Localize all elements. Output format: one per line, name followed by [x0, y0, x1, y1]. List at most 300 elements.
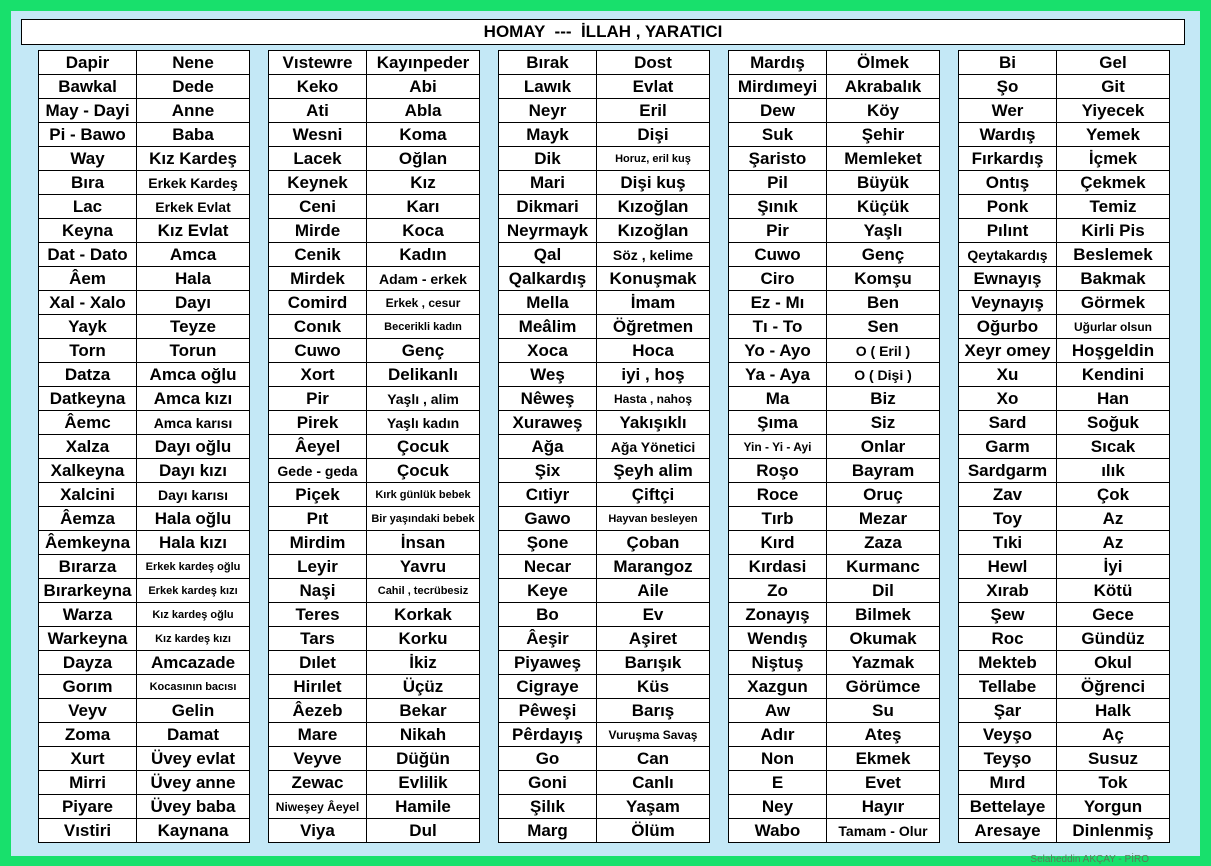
vocab-row	[39, 195, 250, 219]
zazaki-word: Mirde	[269, 219, 367, 243]
vocab-row	[959, 699, 1170, 723]
vocab-row	[39, 315, 250, 339]
zazaki-word: Suk	[729, 123, 827, 147]
zazaki-word: Teyşo	[959, 747, 1057, 771]
zazaki-word: Âemc	[39, 411, 137, 435]
vocab-row	[729, 795, 940, 819]
vocab-row	[959, 579, 1170, 603]
turkish-word: Okul	[1057, 651, 1170, 675]
turkish-word: Gece	[1057, 603, 1170, 627]
vocab-row	[729, 387, 940, 411]
zazaki-word: Xu	[959, 363, 1057, 387]
vocab-row	[959, 483, 1170, 507]
turkish-word: Az	[1057, 531, 1170, 555]
vocab-row	[729, 147, 940, 171]
vocab-row	[39, 483, 250, 507]
turkish-word: Amcazade	[137, 651, 250, 675]
zazaki-word: Ney	[729, 795, 827, 819]
vocab-row	[269, 51, 480, 75]
vocab-row	[499, 459, 710, 483]
vocab-row	[269, 219, 480, 243]
turkish-word: Bir yaşındaki bebek	[367, 507, 480, 531]
zazaki-word: Mare	[269, 723, 367, 747]
zazaki-word: Veyşo	[959, 723, 1057, 747]
zazaki-word: Way	[39, 147, 137, 171]
vocab-row	[959, 435, 1170, 459]
vocab-row	[269, 99, 480, 123]
zazaki-word: Tıki	[959, 531, 1057, 555]
zazaki-word: Viya	[269, 819, 367, 843]
turkish-word: Horuz, eril kuş	[597, 147, 710, 171]
vocab-row	[729, 579, 940, 603]
vocab-row	[269, 291, 480, 315]
turkish-word: Şeyh alim	[597, 459, 710, 483]
zazaki-word: Bırarza	[39, 555, 137, 579]
turkish-word: O ( Dişi )	[827, 363, 940, 387]
turkish-word: Az	[1057, 507, 1170, 531]
turkish-word: Ateş	[827, 723, 940, 747]
turkish-word: İkiz	[367, 651, 480, 675]
turkish-word: Becerikli kadın	[367, 315, 480, 339]
turkish-word: Koma	[367, 123, 480, 147]
vocab-row	[729, 219, 940, 243]
turkish-word: Erkek Evlat	[137, 195, 250, 219]
zazaki-word: Şew	[959, 603, 1057, 627]
zazaki-word: Wer	[959, 99, 1057, 123]
vocab-row	[39, 531, 250, 555]
vocab-row	[959, 387, 1170, 411]
vocab-row	[499, 579, 710, 603]
vocab-row	[729, 339, 940, 363]
turkish-word: Sıcak	[1057, 435, 1170, 459]
zazaki-word: Pir	[269, 387, 367, 411]
zazaki-word: Mirri	[39, 771, 137, 795]
turkish-word: Ölmek	[827, 51, 940, 75]
turkish-word: Kız kardeş oğlu	[137, 603, 250, 627]
turkish-word: Kadın	[367, 243, 480, 267]
zazaki-word: Xırab	[959, 579, 1057, 603]
vocab-row	[269, 771, 480, 795]
turkish-word: Bayram	[827, 459, 940, 483]
zazaki-word: Pêweşi	[499, 699, 597, 723]
zazaki-word: Cuwo	[269, 339, 367, 363]
turkish-word: Dayı oğlu	[137, 435, 250, 459]
vocab-row	[269, 699, 480, 723]
vocab-row	[959, 795, 1170, 819]
zazaki-word: Conık	[269, 315, 367, 339]
turkish-word: Dil	[827, 579, 940, 603]
zazaki-word: Ya - Aya	[729, 363, 827, 387]
turkish-word: Kızoğlan	[597, 195, 710, 219]
vocab-row	[959, 363, 1170, 387]
turkish-word: Erkek Kardeş	[137, 171, 250, 195]
vocab-row	[269, 531, 480, 555]
turkish-word: Kurmanc	[827, 555, 940, 579]
zazaki-word: Dayza	[39, 651, 137, 675]
vocab-row	[269, 507, 480, 531]
turkish-word: Çekmek	[1057, 171, 1170, 195]
zazaki-word: Xalcini	[39, 483, 137, 507]
zazaki-word: Şar	[959, 699, 1057, 723]
turkish-word: Hasta , nahoş	[597, 387, 710, 411]
turkish-word: Biz	[827, 387, 940, 411]
vocab-row	[39, 171, 250, 195]
turkish-word: Dost	[597, 51, 710, 75]
zazaki-word: Yo - Ayo	[729, 339, 827, 363]
zazaki-word: Keyna	[39, 219, 137, 243]
zazaki-word: Şilık	[499, 795, 597, 819]
zazaki-word: Tırb	[729, 507, 827, 531]
turkish-word: Barış	[597, 699, 710, 723]
zazaki-word: Veyv	[39, 699, 137, 723]
turkish-word: Bekar	[367, 699, 480, 723]
vocab-row	[959, 315, 1170, 339]
zazaki-word: Şo	[959, 75, 1057, 99]
vocab-row	[499, 75, 710, 99]
vocab-row	[959, 411, 1170, 435]
vocab-row	[39, 291, 250, 315]
turkish-word: Korku	[367, 627, 480, 651]
vocab-row	[269, 555, 480, 579]
page-title: HOMAY --- İLLAH , YARATICI	[21, 19, 1185, 45]
turkish-word: Hayır	[827, 795, 940, 819]
turkish-word: Can	[597, 747, 710, 771]
turkish-word: Kayınpeder	[367, 51, 480, 75]
vocab-row	[729, 747, 940, 771]
vocab-row	[499, 243, 710, 267]
turkish-word: iyi , hoş	[597, 363, 710, 387]
zazaki-word: Roc	[959, 627, 1057, 651]
zazaki-word: Dılet	[269, 651, 367, 675]
vocab-row	[269, 387, 480, 411]
turkish-word: Görmek	[1057, 291, 1170, 315]
zazaki-word: Zo	[729, 579, 827, 603]
vocab-row	[39, 819, 250, 843]
vocab-row	[959, 723, 1170, 747]
turkish-word: Tok	[1057, 771, 1170, 795]
vocab-row	[729, 555, 940, 579]
turkish-word: Memleket	[827, 147, 940, 171]
vocab-row	[499, 219, 710, 243]
zazaki-word: Âezeb	[269, 699, 367, 723]
turkish-word: Soğuk	[1057, 411, 1170, 435]
vocab-row	[499, 819, 710, 843]
vocab-row	[729, 75, 940, 99]
vocab-row	[39, 675, 250, 699]
zazaki-word: Şaristo	[729, 147, 827, 171]
vocab-row	[959, 51, 1170, 75]
zazaki-word: Bettelaye	[959, 795, 1057, 819]
vocab-row	[499, 771, 710, 795]
turkish-word: Ölüm	[597, 819, 710, 843]
vocab-row	[729, 699, 940, 723]
zazaki-word: Mırd	[959, 771, 1057, 795]
zazaki-word: Bırak	[499, 51, 597, 75]
turkish-word: Mezar	[827, 507, 940, 531]
turkish-word: Hoşgeldin	[1057, 339, 1170, 363]
vocab-row	[959, 747, 1170, 771]
turkish-word: Siz	[827, 411, 940, 435]
zazaki-word: Şone	[499, 531, 597, 555]
zazaki-word: Ceni	[269, 195, 367, 219]
vocab-row	[499, 123, 710, 147]
zazaki-word: Âem	[39, 267, 137, 291]
turkish-word: Eril	[597, 99, 710, 123]
zazaki-word: Aresaye	[959, 819, 1057, 843]
vocab-row	[269, 363, 480, 387]
turkish-word: Dişi kuş	[597, 171, 710, 195]
turkish-word: Öğretmen	[597, 315, 710, 339]
turkish-word: Hala oğlu	[137, 507, 250, 531]
zazaki-word: Zewac	[269, 771, 367, 795]
zazaki-word: Aw	[729, 699, 827, 723]
turkish-word: Amca karısı	[137, 411, 250, 435]
turkish-word: Halk	[1057, 699, 1170, 723]
zazaki-word: Yin - Yi - Ayi	[729, 435, 827, 459]
turkish-word: Teyze	[137, 315, 250, 339]
vocab-row	[729, 51, 940, 75]
vocab-row	[269, 123, 480, 147]
zazaki-word: Lac	[39, 195, 137, 219]
vocab-row	[269, 459, 480, 483]
turkish-word: Amca oğlu	[137, 363, 250, 387]
zazaki-word: Piyare	[39, 795, 137, 819]
vocab-row	[39, 507, 250, 531]
zazaki-word: Pil	[729, 171, 827, 195]
vocab-row	[729, 483, 940, 507]
turkish-word: Evlat	[597, 75, 710, 99]
turkish-word: Gündüz	[1057, 627, 1170, 651]
vocab-row	[39, 579, 250, 603]
turkish-word: Bakmak	[1057, 267, 1170, 291]
turkish-word: ılık	[1057, 459, 1170, 483]
turkish-word: Evlilik	[367, 771, 480, 795]
vocab-row	[39, 795, 250, 819]
vocab-row	[499, 651, 710, 675]
turkish-word: Dayı kızı	[137, 459, 250, 483]
turkish-word: Nikah	[367, 723, 480, 747]
turkish-word: Amca kızı	[137, 387, 250, 411]
zazaki-word: Toy	[959, 507, 1057, 531]
vocab-row	[499, 627, 710, 651]
zazaki-word: Pirek	[269, 411, 367, 435]
vocab-row	[39, 267, 250, 291]
vocab-row	[729, 675, 940, 699]
zazaki-word: Piçek	[269, 483, 367, 507]
zazaki-word: Kırdasi	[729, 555, 827, 579]
vocab-row	[39, 603, 250, 627]
turkish-word: Görümce	[827, 675, 940, 699]
vocab-row	[39, 723, 250, 747]
zazaki-word: Xoca	[499, 339, 597, 363]
turkish-word: Yorgun	[1057, 795, 1170, 819]
turkish-word: Konuşmak	[597, 267, 710, 291]
vocab-row	[39, 627, 250, 651]
turkish-word: O ( Eril )	[827, 339, 940, 363]
turkish-word: Dinlenmiş	[1057, 819, 1170, 843]
vocab-row	[729, 315, 940, 339]
zazaki-word: Roce	[729, 483, 827, 507]
vocab-table-4	[728, 50, 940, 843]
vocab-row	[499, 51, 710, 75]
zazaki-word: Yayk	[39, 315, 137, 339]
zazaki-word: Lawık	[499, 75, 597, 99]
zazaki-word: Ağa	[499, 435, 597, 459]
vocab-row	[269, 195, 480, 219]
vocab-row	[39, 219, 250, 243]
turkish-word: Erkek kardeş kızı	[137, 579, 250, 603]
vocab-row	[39, 339, 250, 363]
turkish-word: İmam	[597, 291, 710, 315]
zazaki-word: E	[729, 771, 827, 795]
zazaki-word: Wabo	[729, 819, 827, 843]
vocab-table-1	[38, 50, 250, 843]
vocab-row	[959, 531, 1170, 555]
vocab-row	[39, 99, 250, 123]
zazaki-word: Warkeyna	[39, 627, 137, 651]
turkish-word: Erkek , cesur	[367, 291, 480, 315]
zazaki-word: Ponk	[959, 195, 1057, 219]
turkish-word: Evet	[827, 771, 940, 795]
turkish-word: Hoca	[597, 339, 710, 363]
zazaki-word: Veynayış	[959, 291, 1057, 315]
turkish-word: Korkak	[367, 603, 480, 627]
vocab-row	[269, 627, 480, 651]
vocab-row	[269, 483, 480, 507]
zazaki-word: Bo	[499, 603, 597, 627]
zazaki-word: Zonayış	[729, 603, 827, 627]
vocab-row	[959, 339, 1170, 363]
turkish-word: Şehir	[827, 123, 940, 147]
vocab-row	[959, 771, 1170, 795]
vocab-row	[959, 459, 1170, 483]
zazaki-word: Ma	[729, 387, 827, 411]
zazaki-word: Mardış	[729, 51, 827, 75]
vocab-row	[959, 651, 1170, 675]
turkish-word: Koca	[367, 219, 480, 243]
turkish-word: İçmek	[1057, 147, 1170, 171]
turkish-word: Susuz	[1057, 747, 1170, 771]
vocab-row	[269, 675, 480, 699]
zazaki-word: Xeyr omey	[959, 339, 1057, 363]
zazaki-word: Âemkeyna	[39, 531, 137, 555]
turkish-word: Nene	[137, 51, 250, 75]
zazaki-word: Ontış	[959, 171, 1057, 195]
vocab-row	[499, 531, 710, 555]
turkish-word: Baba	[137, 123, 250, 147]
zazaki-word: Xurt	[39, 747, 137, 771]
zazaki-word: Hewl	[959, 555, 1057, 579]
zazaki-word: Xalkeyna	[39, 459, 137, 483]
zazaki-word: Non	[729, 747, 827, 771]
author-credit: Selaheddin AKÇAY - PİRO	[1030, 854, 1149, 865]
zazaki-word: Niştuş	[729, 651, 827, 675]
turkish-word: Genç	[827, 243, 940, 267]
zazaki-word: Tı - To	[729, 315, 827, 339]
zazaki-word: Wesni	[269, 123, 367, 147]
zazaki-word: Dat - Dato	[39, 243, 137, 267]
zazaki-word: Datza	[39, 363, 137, 387]
vocab-row	[959, 627, 1170, 651]
zazaki-word: Gawo	[499, 507, 597, 531]
zazaki-word: Qal	[499, 243, 597, 267]
vocab-row	[499, 147, 710, 171]
vocab-row	[499, 723, 710, 747]
zazaki-word: Comird	[269, 291, 367, 315]
turkish-word: Adam - erkek	[367, 267, 480, 291]
vocab-row	[269, 795, 480, 819]
zazaki-word: Qalkardış	[499, 267, 597, 291]
zazaki-word: Xort	[269, 363, 367, 387]
zazaki-word: May - Dayi	[39, 99, 137, 123]
turkish-word: Kız Evlat	[137, 219, 250, 243]
zazaki-word: Dik	[499, 147, 597, 171]
zazaki-word: Âeşir	[499, 627, 597, 651]
zazaki-word: Roşo	[729, 459, 827, 483]
turkish-word: Vuruşma Savaş	[597, 723, 710, 747]
turkish-word: Kız	[367, 171, 480, 195]
vocab-row	[39, 243, 250, 267]
turkish-word: Öğrenci	[1057, 675, 1170, 699]
zazaki-word: Sardgarm	[959, 459, 1057, 483]
vocab-row	[729, 123, 940, 147]
turkish-word: Cahil , tecrübesiz	[367, 579, 480, 603]
vocab-row	[959, 195, 1170, 219]
turkish-word: Hala kızı	[137, 531, 250, 555]
zazaki-word: Fırkardış	[959, 147, 1057, 171]
vocab-row	[729, 411, 940, 435]
vocab-row	[729, 363, 940, 387]
turkish-word: Kırk günlük bebek	[367, 483, 480, 507]
turkish-word: Kız kardeş kızı	[137, 627, 250, 651]
zazaki-word: Goni	[499, 771, 597, 795]
zazaki-word: Veyve	[269, 747, 367, 771]
vocab-row	[729, 267, 940, 291]
vocab-row	[269, 267, 480, 291]
zazaki-word: Cıtiyr	[499, 483, 597, 507]
zazaki-word: Âeyel	[269, 435, 367, 459]
vocab-row	[959, 267, 1170, 291]
zazaki-word: Meâlim	[499, 315, 597, 339]
turkish-word: Dayı	[137, 291, 250, 315]
turkish-word: İyi	[1057, 555, 1170, 579]
turkish-word: Han	[1057, 387, 1170, 411]
turkish-word: Yaşlı kadın	[367, 411, 480, 435]
turkish-word: Çocuk	[367, 459, 480, 483]
turkish-word: Genç	[367, 339, 480, 363]
zazaki-word: Bawkal	[39, 75, 137, 99]
zazaki-word: Dikmari	[499, 195, 597, 219]
zazaki-word: Go	[499, 747, 597, 771]
zazaki-word: Sard	[959, 411, 1057, 435]
vocab-row	[499, 747, 710, 771]
vocab-row	[729, 651, 940, 675]
turkish-word: Üvey anne	[137, 771, 250, 795]
turkish-word: Ben	[827, 291, 940, 315]
vocab-row	[269, 723, 480, 747]
turkish-word: Aile	[597, 579, 710, 603]
vocab-row	[729, 627, 940, 651]
vocab-row	[959, 555, 1170, 579]
zazaki-word: Pi - Bawo	[39, 123, 137, 147]
zazaki-word: Teres	[269, 603, 367, 627]
turkish-word: Amca	[137, 243, 250, 267]
vocab-row	[499, 99, 710, 123]
zazaki-word: Bırarkeyna	[39, 579, 137, 603]
turkish-word: Köy	[827, 99, 940, 123]
vocab-row	[729, 507, 940, 531]
zazaki-word: Gede - geda	[269, 459, 367, 483]
